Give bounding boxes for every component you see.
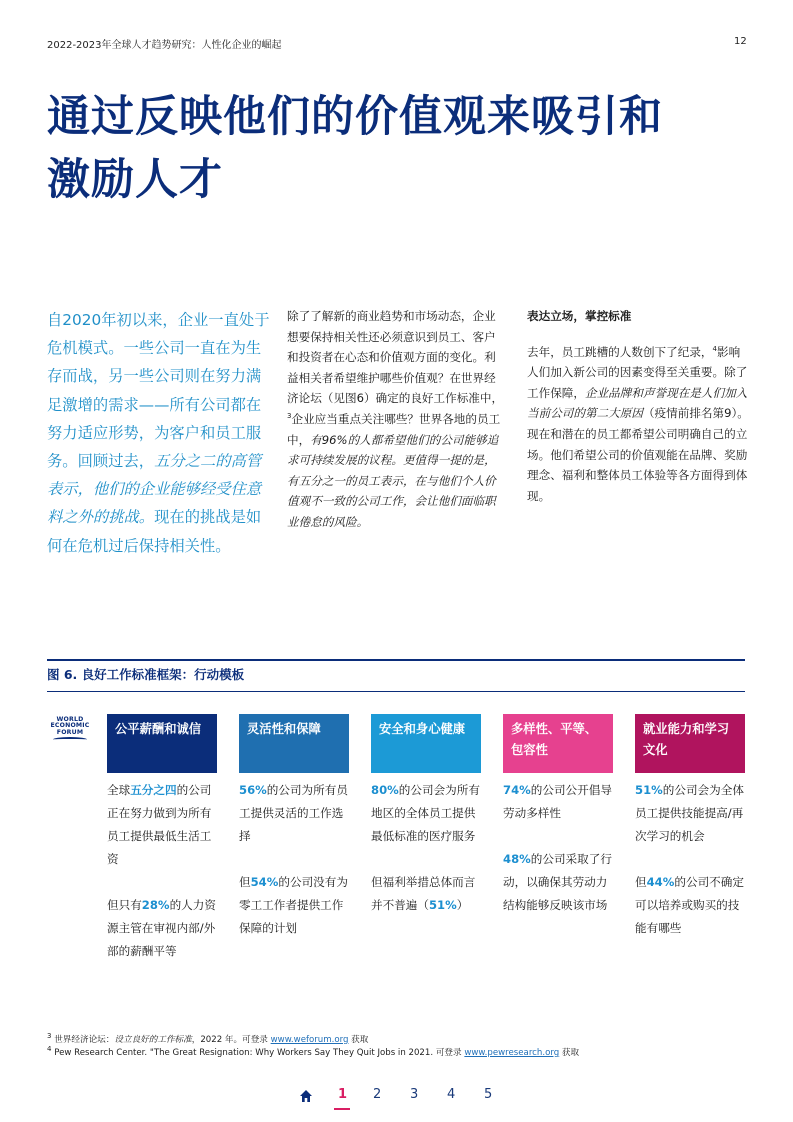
footnote-3-text-a: 世界经济论坛： [54, 1035, 115, 1045]
card-stat-1 [371, 779, 483, 848]
stat-post: 的公司不确定可以培养或购买的技能有哪些 [635, 875, 744, 935]
figure-top-rule [47, 659, 745, 661]
page-title-line1: 通过反映他们的价值观来吸引和 [47, 92, 663, 142]
stat-post: 的人力资源主管在审视内部/外部的薪酬平等 [107, 898, 216, 958]
logo-swoosh [53, 737, 87, 742]
stat-pre: 但 [635, 875, 647, 889]
body-column-2 [287, 306, 505, 533]
page-link-3[interactable]: 3 [410, 1087, 419, 1102]
card-body-employability [635, 779, 747, 940]
home-icon[interactable] [299, 1089, 313, 1103]
card-body-fair-pay [107, 779, 219, 963]
intro-p1-italic: 五分之二的高管表示，他们的企业能够经受住意料之外的挑战。 [47, 452, 262, 527]
col2-italic: 有96%的人都希望他们的公司能够追求可持续发展的议程。更值得一提的是，有五分之一的员工表示，在与他们个人价值观不一致的公司工作，会让他们面临职业倦怠的风险。 [287, 432, 499, 529]
stat-post: 的公司采取了行动，以确保其劳动力结构能够反映该市场 [503, 852, 612, 912]
body-column-3 [527, 306, 749, 506]
col2-text-b: 企业应当重点关注哪些？世界各地的员工中， [287, 411, 501, 447]
footnote-3-text-c: 获取 [348, 1035, 369, 1045]
stat-highlight: 51% [635, 783, 663, 797]
logo-line-2: ECONOMIC [50, 722, 90, 730]
stat-post: 的公司没有为零工工作者提供工作保障的计划 [239, 875, 348, 935]
col2-text-a: 除了了解新的商业趋势和市场动态，企业想要保持相关性还必须意识到员工、客户和投资者在心态和价值观方面的变化。利益相关者希望维护哪些价值观？在世界经济论坛（见图6）确定的良好工作标准中， [287, 309, 504, 406]
intro-p2: 现在的挑战是如何在危机过后保持相关性。 [47, 508, 262, 555]
stat-highlight: 54% [250, 875, 279, 889]
page-link-5[interactable]: 5 [484, 1087, 493, 1102]
footnote-4-text-a: Pew Research Center. "The Great Resignation: Why Workers Say They Quit Jobs in 2021. 可登录 [54, 1048, 465, 1058]
col2-footnote-ref[interactable]: 3 [287, 412, 292, 421]
card-heading-flexibility: 灵活性和保障 [239, 714, 349, 773]
card-heading-diversity: 多样性、平等、包容性 [503, 714, 613, 773]
page-link-2[interactable]: 2 [373, 1087, 382, 1102]
stat-highlight: 48% [503, 852, 531, 866]
footnote-3 [47, 1033, 368, 1045]
footnote-4-number: 4 [47, 1045, 52, 1054]
page-title [47, 86, 747, 212]
stat-post: 的公司会为所有地区的全体员工提供最低标准的医疗服务 [371, 783, 480, 843]
col3-footnote-ref[interactable]: 4 [712, 344, 717, 353]
logo-line-3: FORUM [56, 728, 84, 736]
page-number: 12 [734, 36, 747, 47]
page-link-4[interactable]: 4 [447, 1087, 456, 1102]
card-heading-fair-pay: 公平薪酬和诚信 [107, 714, 217, 773]
col3-subheading: 表达立场，掌控标准 [527, 309, 632, 323]
card-body-diversity [503, 779, 615, 917]
intro-p1: 自2020年初以来，企业一直处于危机模式。一些公司一直在为生存而战，另一些公司则在努力满足激增的需求——所有公司都在努力适应形势，为客户和员工服务。回顾过去， [47, 311, 270, 471]
footnote-3-text-b: ，2022 年。可登录 [191, 1035, 271, 1045]
col3-text-c: （疫情前排名第9）。现在和潜在的员工都希望公司明确自己的立场。他们希望公司的价值观能在品牌、奖励理念、福利和整体员工体验等各方面得到体现。 [527, 406, 749, 503]
card-stat-2 [503, 848, 615, 917]
stat-highlight: 44% [646, 875, 675, 889]
card-stat-1 [635, 779, 747, 848]
stat-post: 的公司会为全体员工提供技能提高/再次学习的机会 [635, 783, 744, 843]
weforum-link[interactable]: www.weforum.org [270, 1035, 349, 1045]
report-title: 2022-2023年全球人才趋势研究：人性化企业的崛起 [47, 40, 282, 51]
stat-pre: 但只有 [107, 898, 142, 912]
figure-bottom-rule [47, 691, 745, 692]
page-title-line2: 激励人才 [47, 155, 223, 205]
pewresearch-link[interactable]: www.pewresearch.org [464, 1048, 560, 1058]
col3-italic: 企业品牌和声誉现在是人们加入当前公司的第二大原因 [527, 385, 748, 421]
stat-highlight: 74% [503, 783, 531, 797]
logo-line-1: WORLD [56, 716, 84, 723]
stat-pre: 但福利举措总体而言并不普遍（ [371, 875, 476, 912]
card-stat-2 [371, 871, 483, 917]
stat-post: 的公司公开倡导劳动多样性 [503, 783, 612, 820]
stat-highlight: 28% [141, 898, 170, 912]
col3-text-a: 去年，员工跳槽的人数创下了纪录， [527, 344, 713, 359]
card-stat-1 [503, 779, 615, 825]
stat-post: 的公司为所有员工提供灵活的工作选择 [239, 783, 348, 843]
card-body-safety [371, 779, 483, 917]
stat-post: ） [456, 898, 469, 912]
stat-pre: 全球 [107, 783, 131, 797]
card-stat-1 [239, 779, 351, 848]
stat-highlight: 五分之四 [130, 783, 177, 797]
col3-text-b: 影响人们加入新公司的因素变得至关重要。除了工作保障， [527, 344, 748, 400]
col3-paragraph [527, 342, 749, 507]
stat-post: 的公司正在努力做到为所有员工提供最低生活工资 [107, 783, 212, 866]
card-body-flexibility [239, 779, 351, 940]
active-page-indicator [334, 1108, 350, 1110]
card-stat-1 [107, 779, 219, 871]
stat-highlight: 56% [239, 783, 267, 797]
stat-highlight: 80% [371, 783, 399, 797]
footnote-4-text-c: 获取 [559, 1048, 580, 1058]
card-stat-2 [107, 894, 219, 963]
footnote-3-italic: 设立良好的工作标准 [114, 1035, 192, 1045]
wef-logo [47, 717, 93, 742]
card-heading-safety: 安全和身心健康 [371, 714, 481, 773]
card-stat-2 [239, 871, 351, 940]
stat-highlight: 51% [428, 898, 457, 912]
page-link-1[interactable]: 1 [338, 1087, 348, 1102]
stat-pre: 但 [239, 875, 251, 889]
card-heading-employability: 就业能力和学习文化 [635, 714, 745, 773]
figure-title: 图 6. 良好工作标准框架：行动模板 [47, 667, 245, 682]
footnote-4 [47, 1046, 579, 1058]
intro-text [47, 306, 271, 560]
card-stat-2 [635, 871, 747, 940]
footnote-3-number: 3 [47, 1032, 52, 1041]
